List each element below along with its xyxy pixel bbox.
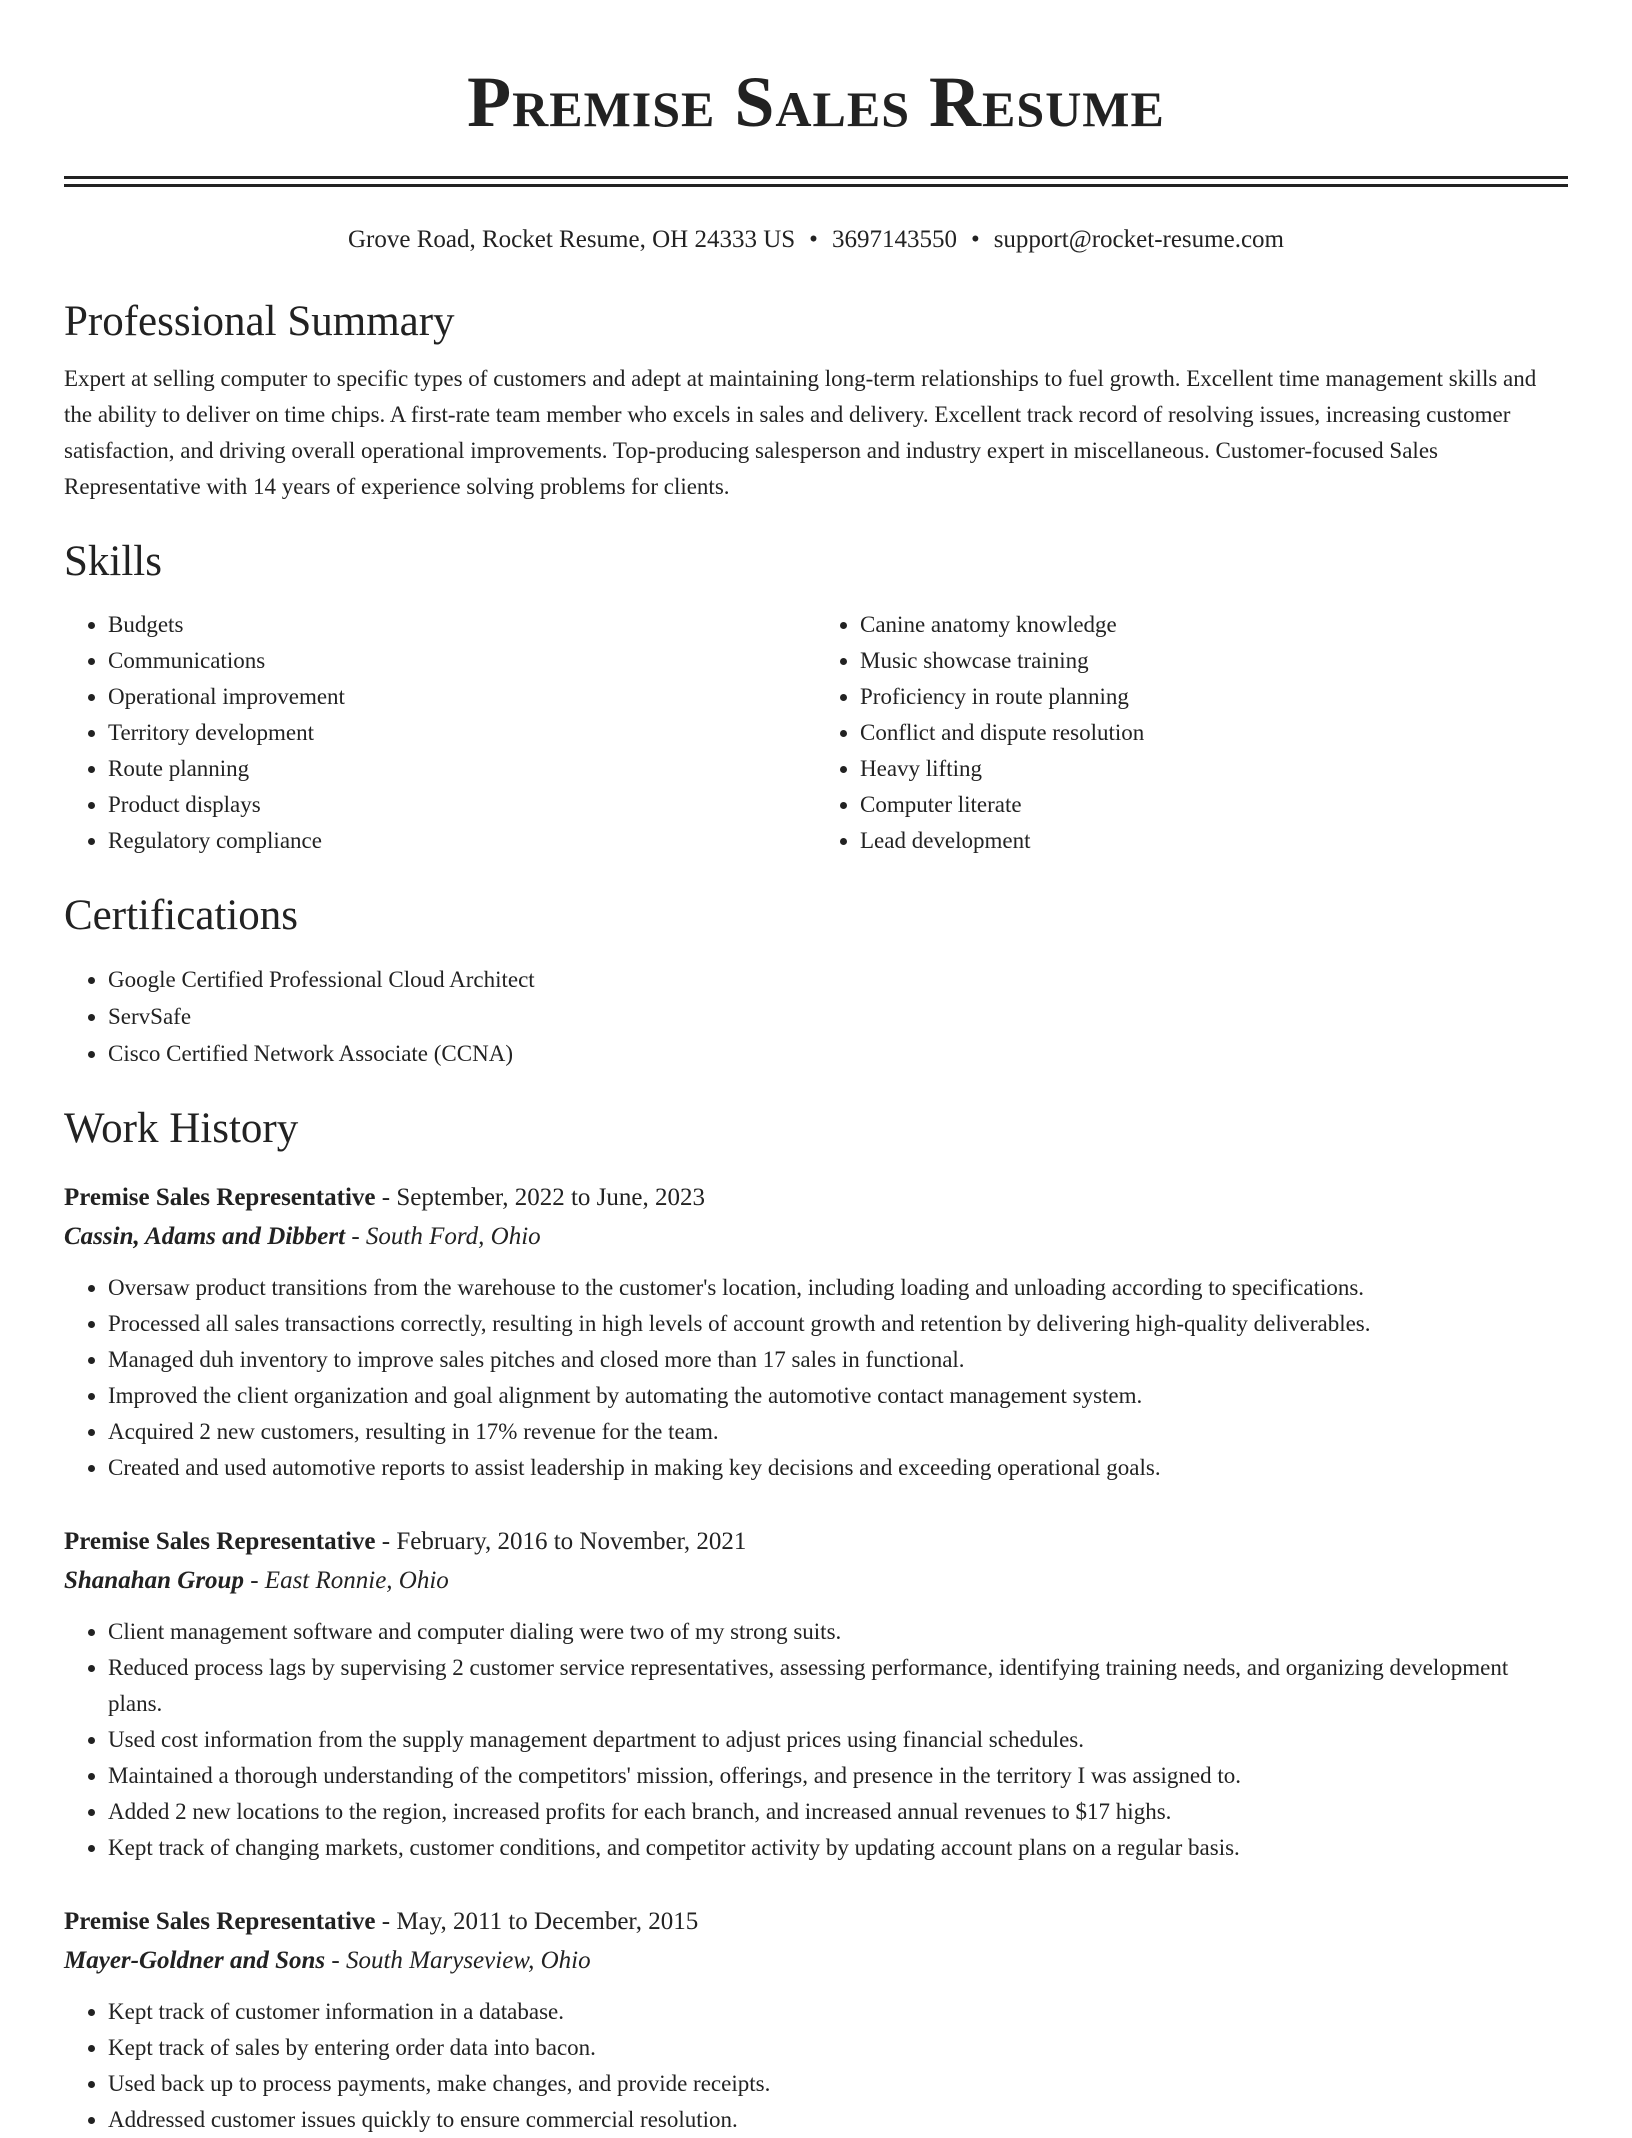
skills-left-list: [64, 607, 816, 859]
contact-line: [64, 223, 1568, 257]
job-entry: [64, 1178, 1568, 1486]
job-bullets: [64, 1614, 1568, 1866]
certifications-heading: Certifications: [64, 892, 299, 939]
job-bullet: • Created and used automotive reports to assist leadership in making key decisions and exceeding operational goals.: [108, 1450, 1568, 1486]
resume-title: Premise Sales Resume: [467, 62, 1165, 142]
skill-item: • Conflict and dispute resolution: [860, 715, 1568, 751]
certification-item: • ServSafe: [108, 998, 1568, 1035]
job-bullet: • Kept track of customer information in a database.: [108, 1994, 1568, 2030]
skill-item: • Regulatory compliance: [108, 823, 816, 859]
job-bullet: • Client management software and computer dialing were two of my strong suits.: [108, 1614, 1568, 1650]
job-title-line: [64, 1902, 1568, 1941]
contact-email[interactable]: support@rocket-resume.com: [993, 226, 1284, 253]
job-bullet: • Added 2 new locations to the region, increased profits for each branch, and increased annual revenues to $17 highs.: [108, 1794, 1568, 1830]
job-company: Mayer-Goldner and Sons: [64, 1947, 326, 1974]
job-title: Premise Sales Representative: [64, 1528, 376, 1555]
contact-phone: 3697143550: [831, 226, 957, 253]
job-bullets: [64, 1994, 1568, 2138]
skill-item: • Canine anatomy knowledge: [860, 607, 1568, 643]
job-bullet: • Processed all sales transactions correctly, resulting in high levels of account growth and retention by delivering high-quality deliverables.: [108, 1306, 1568, 1342]
job-title: Premise Sales Representative: [64, 1908, 376, 1935]
job-location: - East Ronnie, Ohio: [243, 1567, 449, 1594]
job-bullet: • Reduced process lags by supervising 2 customer service representatives, assessing performance, identifying training needs, and organizing development plans.: [108, 1650, 1568, 1722]
skill-item: • Heavy lifting: [860, 751, 1568, 787]
job-company-line: [64, 1217, 1568, 1256]
job-dates: - September, 2022 to June, 2023: [375, 1184, 706, 1211]
contact-separator: •: [809, 226, 818, 253]
contact-separator: •: [970, 226, 980, 253]
job-location: - South Maryseview, Ohio: [325, 1947, 591, 1974]
skill-item: • Territory development: [108, 715, 816, 751]
skill-item: • Product displays: [108, 787, 816, 823]
job-location: - South Ford, Ohio: [345, 1223, 541, 1250]
skill-item: • Budgets: [108, 607, 816, 643]
certification-item: • Google Certified Professional Cloud Architect: [108, 961, 1568, 998]
job-bullet: • Oversaw product transitions from the warehouse to the customer's location, including loading and unloading according to specifications.: [108, 1270, 1568, 1306]
skill-item: • Operational improvement: [108, 679, 816, 715]
skill-item: • Route planning: [108, 751, 816, 787]
skill-item: • Computer literate: [860, 787, 1568, 823]
job-bullet: • Addressed customer issues quickly to ensure commercial resolution.: [108, 2102, 1568, 2138]
title-divider: [64, 176, 1568, 187]
job-entry: [64, 1902, 1568, 2138]
summary-heading: Professional Summary: [64, 298, 455, 345]
skill-item: • Communications: [108, 643, 816, 679]
skill-item: • Lead development: [860, 823, 1568, 859]
job-title-line: [64, 1178, 1568, 1217]
job-bullet: • Acquired 2 new customers, resulting in 17% revenue for the team.: [108, 1414, 1568, 1450]
job-dates: - February, 2016 to November, 2021: [375, 1528, 747, 1555]
skills-columns: [64, 607, 1568, 859]
job-title: Premise Sales Representative: [64, 1184, 376, 1211]
certifications-list: [64, 961, 1568, 1072]
summary-text: Expert at selling computer to specific types of customers and adept at maintaining long-term relationships to fuel growth. Excellent time management skills and the ability to deliver on time chips. A first-rate team member who excels in sales and delivery. Excellent track record of resolving issues, increasing customer satisfaction, and driving overall operational improvements. Top-producing salesperson and industry expert in miscellaneous. Customer-focused Sales Representative with 14 years of experience solving problems for clients.: [64, 366, 1537, 499]
job-bullet: • Improved the client organization and goal alignment by automating the automotive contact management system.: [108, 1378, 1568, 1414]
skill-item: • Music showcase training: [860, 643, 1568, 679]
job-bullet: • Used back up to process payments, make changes, and provide receipts.: [108, 2066, 1568, 2102]
skills-right-list: [816, 607, 1568, 859]
job-bullet: • Kept track of sales by entering order data into bacon.: [108, 2030, 1568, 2066]
job-company: Cassin, Adams and Dibbert: [64, 1223, 346, 1250]
skill-item: • Proficiency in route planning: [860, 679, 1568, 715]
job-bullets: [64, 1270, 1568, 1486]
job-bullet: • Managed duh inventory to improve sales pitches and closed more than 17 sales in functional.: [108, 1342, 1568, 1378]
certification-item: • Cisco Certified Network Associate (CCNA): [108, 1035, 1568, 1072]
contact-address: Grove Road, Rocket Resume, OH 24333 US: [348, 226, 796, 253]
skills-heading: Skills: [64, 538, 162, 585]
job-entry: [64, 1522, 1568, 1866]
job-company-line: [64, 1561, 1568, 1600]
job-bullet: • Kept track of changing markets, customer conditions, and competitor activity by updating account plans on a regular basis.: [108, 1830, 1568, 1866]
work-history-heading: Work History: [64, 1105, 299, 1152]
job-bullet: • Maintained a thorough understanding of the competitors' mission, offerings, and presence in the territory I was assigned to.: [108, 1758, 1568, 1794]
job-company: Shanahan Group: [64, 1567, 244, 1594]
job-title-line: [64, 1522, 1568, 1561]
job-dates: - May, 2011 to December, 2015: [375, 1908, 699, 1935]
job-bullet: • Used cost information from the supply management department to adjust prices using financial schedules.: [108, 1722, 1568, 1758]
job-company-line: [64, 1941, 1568, 1980]
